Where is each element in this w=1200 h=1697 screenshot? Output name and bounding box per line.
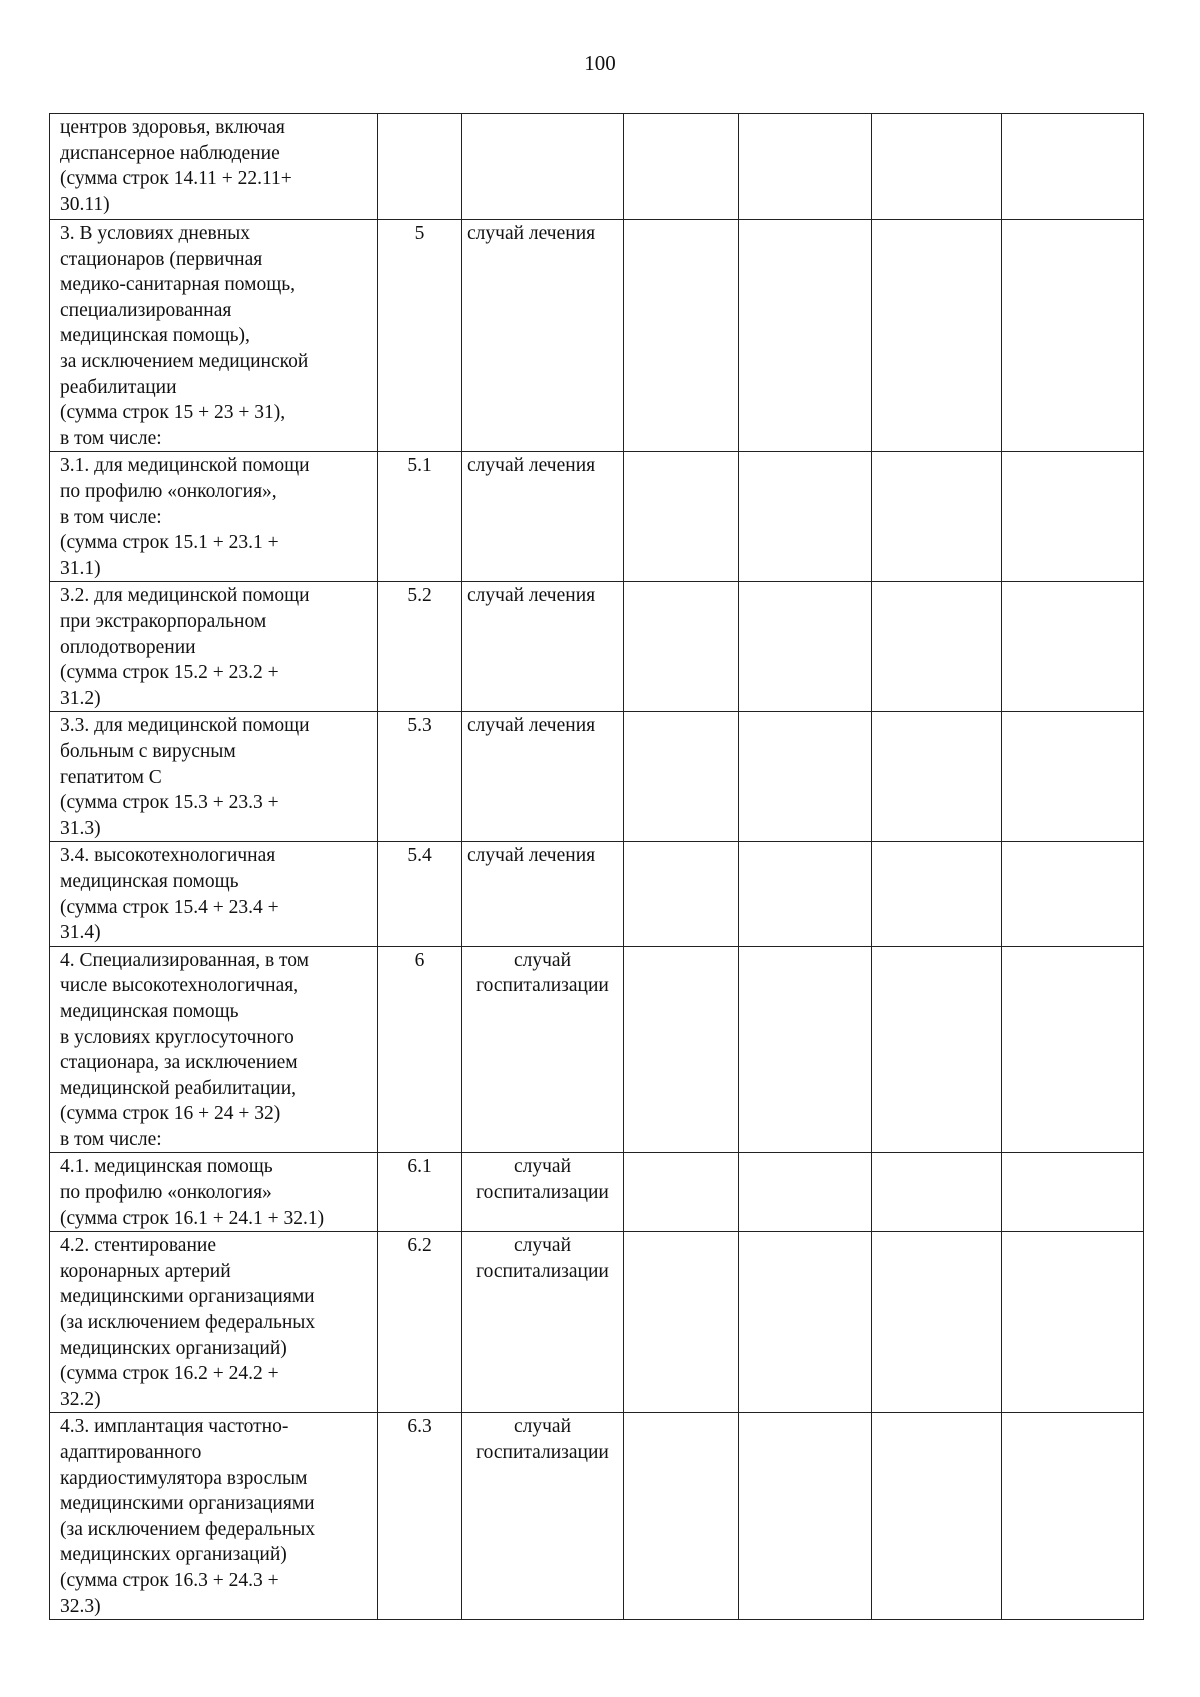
row-name-cell	[50, 1232, 378, 1413]
row-name-line: 32.3)	[60, 1595, 101, 1617]
table-row	[50, 452, 1144, 582]
value-cell	[872, 1413, 1002, 1620]
value-cell	[872, 712, 1002, 842]
row-name-line: в том числе:	[60, 1128, 162, 1150]
row-name-line: 3. В условиях дневных	[60, 223, 251, 244]
row-unit-line: случай	[513, 1235, 572, 1257]
row-name-cell	[50, 946, 378, 1153]
row-name-line: 31.1)	[60, 557, 101, 579]
row-name-line: стационаров (первичная	[60, 248, 263, 270]
table-row	[50, 946, 1144, 1153]
table-row	[50, 712, 1144, 842]
row-unit-cell	[462, 1153, 624, 1232]
table-row	[50, 220, 1144, 452]
row-name-line: по профилю «онкология»,	[60, 480, 277, 502]
row-name-cell	[50, 114, 378, 220]
row-name-line: в том числе:	[60, 427, 162, 449]
row-name-line: 3.4. высокотехнологичная	[60, 845, 276, 867]
row-name-line: 4. Специализированная, в том	[60, 949, 310, 971]
row-name-line: стационара, за исключением	[60, 1052, 298, 1074]
value-cell	[1002, 1232, 1144, 1413]
row-name-line: реабилитации	[60, 376, 177, 398]
value-cell	[1002, 114, 1144, 220]
row-code-cell	[378, 114, 462, 220]
row-code-cell: 6.2	[378, 1232, 462, 1413]
row-unit-cell	[462, 452, 624, 582]
row-name-line: медицинская помощь	[60, 1000, 239, 1022]
row-name-line: коронарных артерий	[60, 1260, 231, 1282]
row-name-line: кардиостимулятора взрослым	[60, 1467, 308, 1489]
row-name-line: при экстракорпоральном	[60, 610, 267, 632]
row-code-cell: 5	[378, 220, 462, 452]
value-cell	[1002, 452, 1144, 582]
row-name-line: в условиях круглосуточного	[60, 1026, 294, 1048]
row-name-line: (сумма строк 15.1 + 23.1 +	[60, 532, 279, 554]
value-cell	[872, 582, 1002, 712]
value-cell	[739, 1153, 872, 1232]
row-name-line: (сумма строк 15.2 + 23.2 +	[60, 662, 279, 684]
row-name-line: медицинскими организациями	[60, 1493, 315, 1515]
row-name-line: 3.1. для медицинской помощи	[60, 455, 310, 477]
row-unit-line: госпитализации	[476, 1260, 609, 1282]
row-name-line: 3.2. для медицинской помощи	[60, 585, 310, 607]
value-cell	[624, 1232, 739, 1413]
row-name-cell	[50, 220, 378, 452]
value-cell	[739, 1413, 872, 1620]
value-cell	[624, 114, 739, 220]
indicators-table	[49, 113, 1144, 1620]
row-code-cell: 6.3	[378, 1413, 462, 1620]
row-name-line: числе высокотехнологичная,	[60, 975, 299, 997]
value-cell	[624, 946, 739, 1153]
row-name-line: (сумма строк 16 + 24 + 32)	[60, 1103, 281, 1125]
row-name-line: в том числе:	[60, 506, 162, 528]
row-name-line: (сумма строк 16.3 + 24.3 +	[60, 1569, 279, 1591]
value-cell	[872, 452, 1002, 582]
table-row	[50, 1413, 1144, 1620]
value-cell	[739, 582, 872, 712]
row-unit-cell	[462, 946, 624, 1153]
row-unit-cell	[462, 220, 624, 452]
row-code-cell: 5.3	[378, 712, 462, 842]
row-unit-cell	[462, 1232, 624, 1413]
row-name-line: медицинская помощь	[60, 870, 239, 892]
row-name-line: 31.4)	[60, 922, 101, 944]
row-name-line: 31.2)	[60, 687, 101, 709]
row-name-line: больным с вирусным	[60, 740, 236, 762]
row-name-cell	[50, 712, 378, 842]
row-unit-line: случай	[513, 1416, 572, 1438]
row-code-cell: 5.2	[378, 582, 462, 712]
row-unit-cell	[462, 712, 624, 842]
row-name-line: медико-санитарная помощь,	[60, 274, 296, 296]
value-cell	[872, 1232, 1002, 1413]
value-cell	[624, 582, 739, 712]
value-cell	[872, 1153, 1002, 1232]
value-cell	[872, 842, 1002, 946]
value-cell	[1002, 582, 1144, 712]
row-name-line: гепатитом С	[60, 766, 162, 788]
row-unit-line: госпитализации	[476, 975, 609, 997]
row-name-line: специализированная	[60, 299, 232, 321]
row-unit-line: случай	[513, 1156, 572, 1178]
row-name-line: (за исключением федеральных	[60, 1312, 316, 1334]
row-unit-line: случай	[513, 949, 572, 971]
table-row	[50, 114, 1144, 220]
row-code-cell: 6.1	[378, 1153, 462, 1232]
row-name-line: 32.2)	[60, 1388, 101, 1410]
row-name-line: 30.11)	[60, 193, 110, 215]
row-unit-cell	[462, 1413, 624, 1620]
row-name-line: (за исключением федеральных	[60, 1518, 316, 1540]
row-name-line: 4.1. медицинская помощь	[60, 1156, 273, 1178]
row-name-line: медицинская помощь),	[60, 325, 250, 347]
table-body	[50, 114, 1144, 1620]
row-unit-line: госпитализации	[476, 1182, 609, 1204]
value-cell	[739, 842, 872, 946]
value-cell	[624, 220, 739, 452]
row-code-cell: 5.1	[378, 452, 462, 582]
value-cell	[739, 1232, 872, 1413]
row-unit-line: случай лечения	[467, 585, 596, 607]
value-cell	[739, 220, 872, 452]
row-name-line: по профилю «онкология»	[60, 1182, 272, 1204]
row-name-cell	[50, 582, 378, 712]
row-code-cell: 6	[378, 946, 462, 1153]
row-name-line: диспансерное наблюдение	[60, 142, 280, 164]
row-name-line: адаптированного	[60, 1442, 202, 1463]
value-cell	[1002, 842, 1144, 946]
value-cell	[624, 842, 739, 946]
row-unit-line: случай лечения	[467, 455, 596, 477]
row-name-line: (сумма строк 16.2 + 24.2 +	[60, 1363, 279, 1385]
page-number: 100	[584, 51, 616, 75]
value-cell	[739, 946, 872, 1153]
row-name-line: оплодотворении	[60, 636, 196, 658]
row-code-cell: 5.4	[378, 842, 462, 946]
row-name-line: (сумма строк 16.1 + 24.1 + 32.1)	[60, 1207, 325, 1229]
table-row	[50, 1153, 1144, 1232]
row-unit-cell	[462, 114, 624, 220]
row-unit-cell	[462, 842, 624, 946]
row-name-cell	[50, 1413, 378, 1620]
value-cell	[739, 452, 872, 582]
row-name-line: медицинских организаций)	[60, 1544, 287, 1566]
row-unit-line: госпитализации	[476, 1442, 609, 1463]
row-name-line: медицинской реабилитации,	[60, 1077, 297, 1099]
value-cell	[1002, 1153, 1144, 1232]
value-cell	[1002, 220, 1144, 452]
row-unit-line: случай лечения	[467, 223, 596, 244]
value-cell	[739, 712, 872, 842]
row-name-line: 4.2. стентирование	[60, 1235, 216, 1257]
row-unit-line: случай лечения	[467, 845, 596, 867]
value-cell	[1002, 712, 1144, 842]
value-cell	[624, 1413, 739, 1620]
row-name-line: (сумма строк 15.3 + 23.3 +	[60, 792, 279, 814]
row-name-line: центров здоровья, включая	[60, 117, 285, 138]
row-name-line: (сумма строк 14.11 + 22.11+	[60, 168, 292, 190]
row-name-line: за исключением медицинской	[60, 350, 309, 372]
row-name-line: (сумма строк 15 + 23 + 31),	[60, 402, 286, 424]
value-cell	[872, 114, 1002, 220]
value-cell	[1002, 1413, 1144, 1620]
row-name-line: 3.3. для медицинской помощи	[60, 715, 310, 737]
row-name-cell	[50, 452, 378, 582]
row-name-line: (сумма строк 15.4 + 23.4 +	[60, 896, 279, 918]
value-cell	[872, 946, 1002, 1153]
row-name-cell	[50, 1153, 378, 1232]
value-cell	[624, 1153, 739, 1232]
row-name-line: медицинских организаций)	[60, 1337, 287, 1359]
row-name-line: 31.3)	[60, 817, 101, 839]
row-name-line: 4.3. имплантация частотно-	[60, 1416, 289, 1438]
value-cell	[624, 452, 739, 582]
row-unit-line: случай лечения	[467, 715, 596, 737]
value-cell	[624, 712, 739, 842]
table-row	[50, 842, 1144, 946]
row-unit-cell	[462, 582, 624, 712]
value-cell	[1002, 946, 1144, 1153]
value-cell	[872, 220, 1002, 452]
table-row	[50, 582, 1144, 712]
row-name-line: медицинскими организациями	[60, 1286, 315, 1308]
table-row	[50, 1232, 1144, 1413]
row-name-cell	[50, 842, 378, 946]
value-cell	[739, 114, 872, 220]
